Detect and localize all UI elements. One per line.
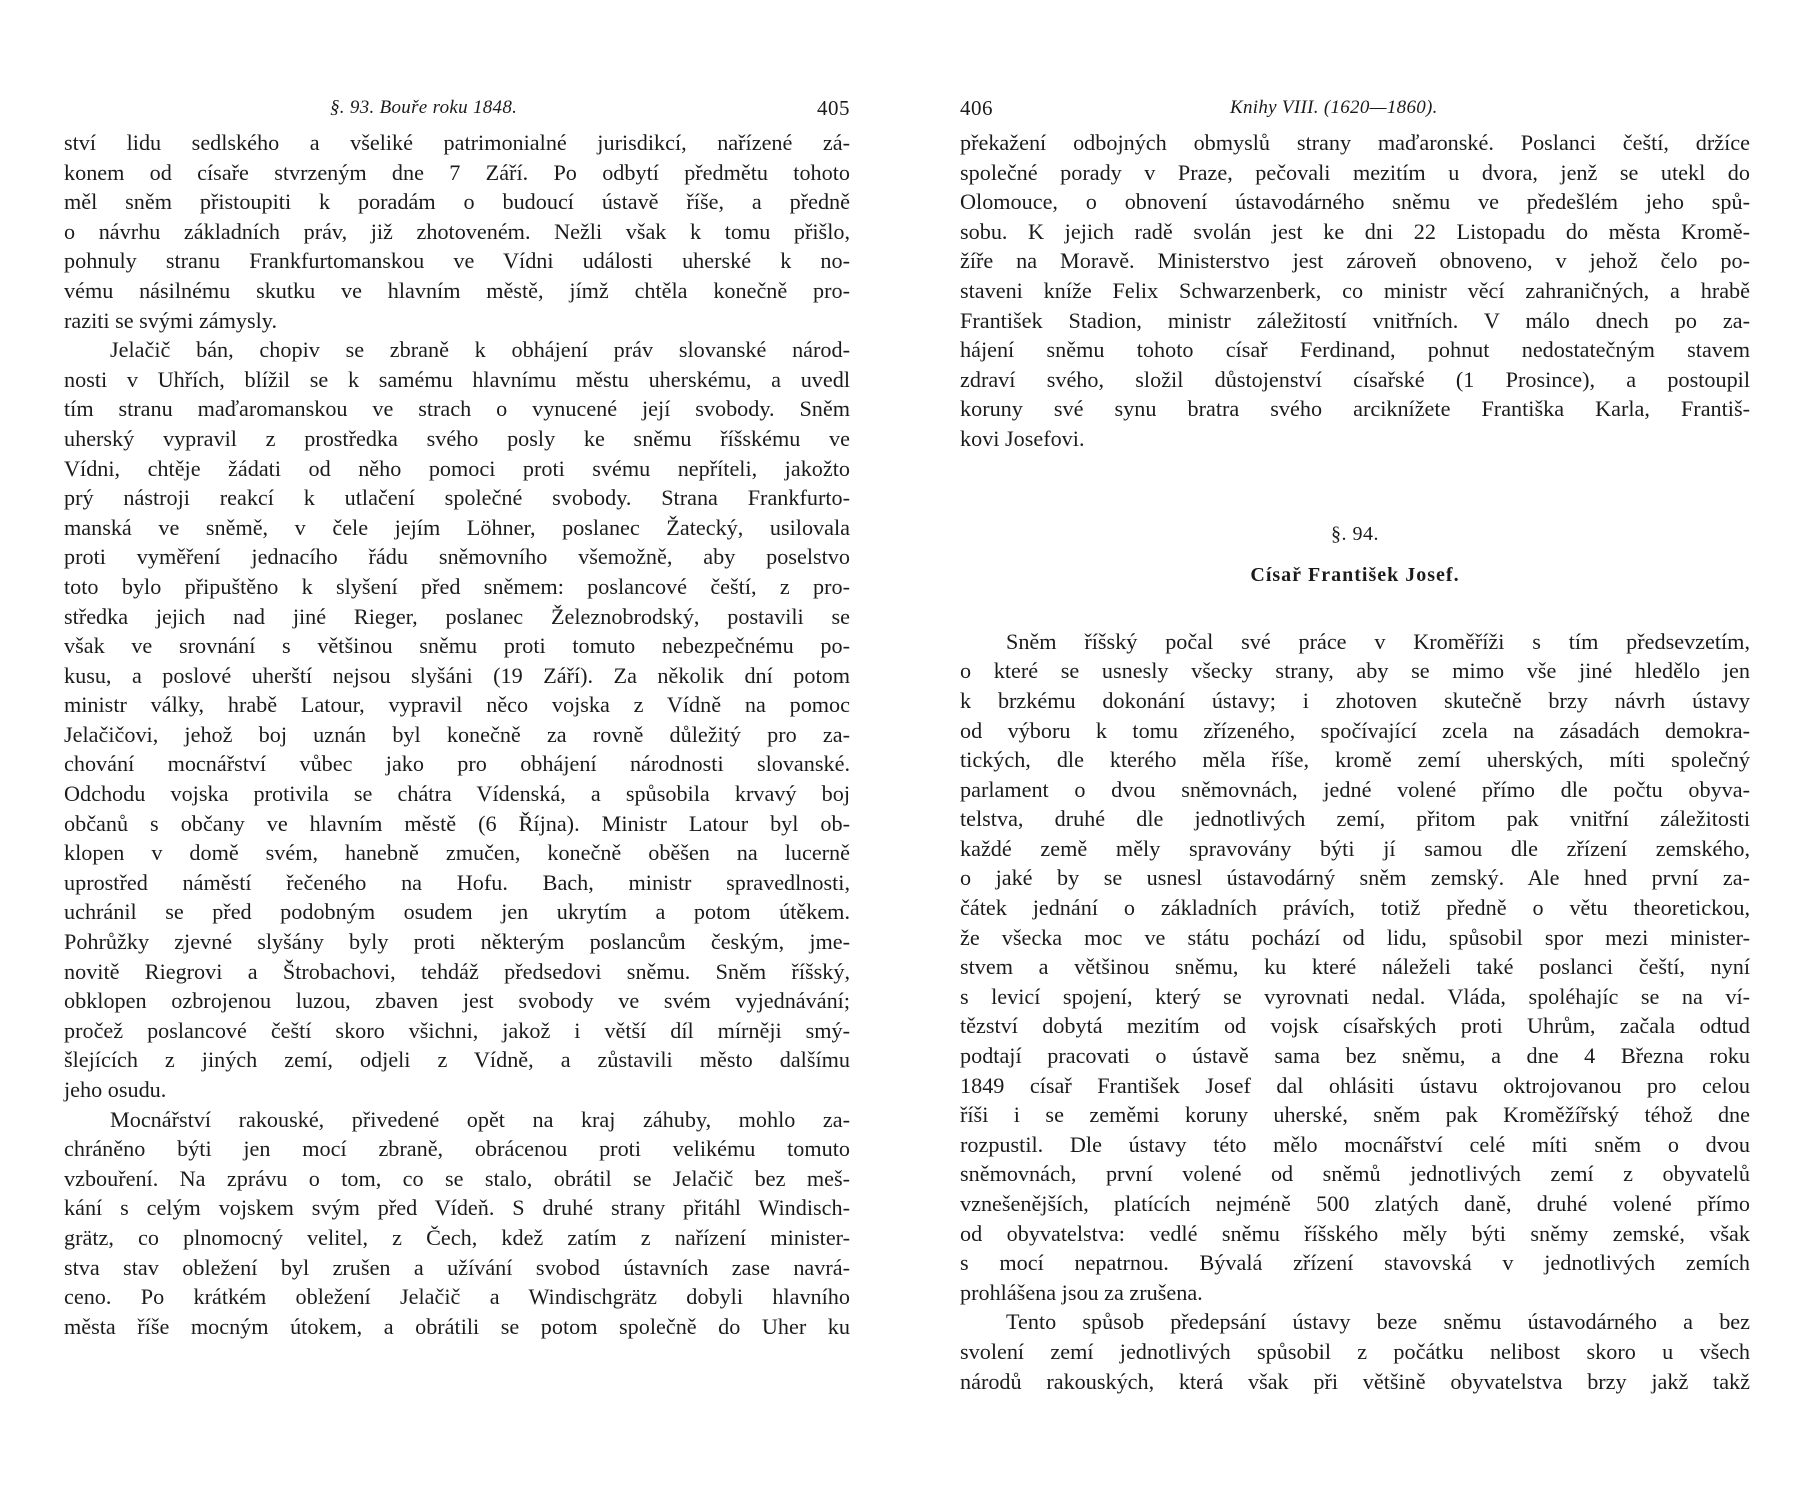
text-line: svolení zemí jednotlivých spůsobil z počátku nelibost skoro u všech (960, 1338, 1750, 1364)
text-line: klopen v domě svém, hanebně zmučen, konečně oběšen na lucerně (64, 840, 850, 866)
text-line: ceno. Po krátkém obležení Jelačič a Windischgrätz dobyli hlavního (64, 1284, 850, 1310)
text-line: společné porady v Praze, pečovali mezitím u dvora, jenž se utekl do (960, 159, 1750, 185)
right-page-body (960, 128, 1750, 1396)
text-line: rozpustil. Dle ústavy této mělo mocnářství celé míti sněm o dvou (960, 1131, 1750, 1157)
text-line: staveni kníže Felix Schwarzenberk, co ministr věcí zahraničných, a hrabě (960, 277, 1750, 303)
text-line: Jelačičovi, jehož boj uznán byl konečně za rovně důležitý pro za- (64, 721, 850, 747)
text-line: tických, dle kterého měla říše, kromě zemí uherských, míti společný (960, 747, 1750, 773)
text-line: uchránil se před podobným osudem jen ukrytím a potom útěkem. (64, 899, 850, 925)
text-line: pohnuly stranu Frankfurtomanskou ve Vídni události uherské k no- (64, 248, 850, 274)
text-line: Olomouce, o obnovení ústavodárného sněmu ve předešlém jeho spů- (960, 189, 1750, 215)
text-line: obklopen ozbrojenou luzou, zbaven jest svobody ve svém vyjednávání; (64, 988, 850, 1014)
text-line: vému násilnému skutku ve hlavním městě, jímž chtěla konečně pro- (64, 277, 850, 303)
paragraph (64, 335, 850, 1104)
text-line: středka jejich nad jiné Rieger, poslanec Železnobrodský, postavili se (64, 603, 850, 629)
heading-spacer (960, 591, 1750, 627)
text-line: uherský vypravil z prostředka svého posly ke sněmu říšskému ve (64, 425, 850, 451)
text-line: proti vyměření jednacího řádu sněmovního všemožně, aby poselstvo (64, 544, 850, 570)
text-line: sněmovnách, první volené od sněmů jednotlivých zemí z obyvatelů (960, 1161, 1750, 1187)
text-line: šlejících z jiných zemí, odjeli z Vídně, a zůstavili město dalšímu (64, 1047, 850, 1073)
text-line: nosti v Uhřích, blížil se k samému hlavnímu městu uherskému, a uvedl (64, 366, 850, 392)
text-line: překažení odbojných obmyslů strany maďaronské. Poslanci čeští, držíce (960, 130, 1750, 155)
paragraph (960, 128, 1750, 454)
text-line: od obyvatelstva: vedlé sněmu říšského měly býti sněmy zemské, však (960, 1220, 1750, 1246)
text-line: konem od císaře stvrzeným dne 7 Září. Po odbytí předmětu tohoto (64, 159, 850, 185)
text-line: vznešenějších, platících nejméně 500 zlatých daně, druhé volené přímo (960, 1191, 1750, 1216)
page-number: 405 (817, 96, 850, 120)
paragraph (64, 1105, 850, 1342)
text-line: měl sněm přistoupiti k poradám o budoucí ústavě říše, a předně (64, 189, 850, 215)
text-line: pročež poslancové čeští skoro všichni, jakož i větší díl mírněji smý- (64, 1017, 850, 1043)
text-line: tím stranu maďaromanskou ve strach o vynucené její svobody. Sněm (64, 396, 850, 422)
text-line: o které se usnesly všecky strany, aby se mimo vše jiné hledělo jen (960, 658, 1750, 684)
text-line: Odchodu vojska protivila se chátra Vídenská, a spůsobila krvavý boj (64, 781, 850, 807)
right-page (900, 0, 1800, 1500)
text-line: Pohrůžky zjevné slyšány byly proti některým poslancům českým, jme- (64, 929, 850, 955)
text-line: stvem a většinou sněmu, ku které náleželi také poslanci čeští, nyní (960, 954, 1750, 980)
text-line: stva stav obležení byl zrušen a užívání svobod ústavních zase navrá- (64, 1254, 850, 1280)
text-line: kusu, a poslové uherští nejsou slyšáni (19 Září). Za několik dní potom (64, 662, 850, 688)
text-line: kání s celým vojskem svým před Vídeň. S druhé strany přitáhl Windisch- (64, 1195, 850, 1221)
paragraph (960, 627, 1750, 1308)
section-number: §. 94. (1331, 522, 1379, 545)
text-line: raziti se svými zámysly. (64, 307, 277, 333)
text-line: prohlášena jsou za zrušena. (960, 1279, 1203, 1305)
text-line: parlament o dvou sněmovnách, jedné volené přímo dle počtu obyva- (960, 776, 1750, 802)
text-line: ství lidu sedlského a všeliké patrimonialné jurisdikcí, nařízené zá- (64, 130, 850, 155)
text-line: František Stadion, ministr záležitostí vnitřních. V málo dnech po za- (960, 307, 1750, 333)
paragraphs-after-section (960, 627, 1750, 1396)
page-number: 406 (960, 96, 993, 120)
text-line: tězství dobytá mezitím od vojsk císařských proti Uhrům, začala odtud (960, 1013, 1750, 1039)
text-line: ministr války, hrabě Latour, vypravil něco vojska z Vídně na pomoc (64, 692, 850, 718)
text-line: Jelačič bán, chopiv se zbraně k obhájení práv slovanské národ- (110, 337, 850, 363)
text-line: novitě Riegrovi a Štrobachovi, tehdáž předsedovi sněmu. Sněm říšský, (64, 958, 850, 984)
text-line: od výboru k tomu zřízeného, spočívající zcela na zásadách demokra- (960, 717, 1750, 743)
text-line: chování mocnářství vůbec jako pro obhájení národnosti slovanské. (64, 751, 850, 777)
text-line: vzbouření. Na zprávu o tom, co se stalo, obrátil se Jelačič bez meš- (64, 1165, 850, 1191)
text-line: uprostřed náměstí řečeného na Hofu. Bach, ministr spravedlnosti, (64, 869, 850, 895)
text-line: Mocnářství rakouské, přivedené opět na kraj záhuby, mohlo za- (110, 1106, 850, 1132)
text-line: však ve srovnání s většinou sněmu proti tomuto nebezpečnému po- (64, 633, 850, 659)
text-line: podtají pracovati o ústavě sama bez sněmu, a dne 4 Března roku (960, 1043, 1750, 1069)
running-title: §. 93. Bouře roku 1848. (330, 97, 518, 118)
text-line: Sněm říšský počal své práce v Kroměříži s tím předsevzetím, (1006, 628, 1750, 654)
text-line: občanů s občany ve hlavním městě (6 Října). Ministr Latour byl ob- (64, 810, 850, 836)
heading-spacer (960, 549, 1750, 561)
text-line: k brzkému dokonání ústavy; i zhotoven skutečně brzy návrh ústavy (960, 687, 1750, 713)
text-line: Tento spůsob předepsání ústavy beze sněmu ústavodárného a bez (1006, 1309, 1750, 1335)
left-page-header (64, 94, 850, 122)
text-line: Vídni, chtěje žádati od něho pomoci proti svému nepříteli, jakožto (64, 455, 850, 481)
paragraph (64, 128, 850, 335)
text-line: sobu. K jejich radě svolán jest ke dni 22 Listopadu do města Kromě- (960, 218, 1750, 244)
text-line: města říše mocným útokem, a obrátili se potom společně do Uher ku (64, 1313, 850, 1339)
text-line: toto bylo připuštěno k slyšení před sněmem: poslancové čeští, z pro- (64, 573, 850, 599)
text-line: že všecka moc ve státu pochází od lidu, spůsobil spor mezi minister- (960, 924, 1750, 950)
right-page-header (960, 94, 1750, 122)
text-line: o jaké by se usnesl ústavodárný sněm zemský. Ale hned první za- (960, 865, 1750, 891)
running-title: Knihy VIII. (1620—1860). (1230, 97, 1438, 118)
text-line: manská ve sněmě, v čele jejím Löhner, poslanec Žatecký, usilovala (64, 514, 850, 540)
text-line: každé země měly spravovány býti jí samou dle zřízení zemského, (960, 835, 1750, 861)
paragraphs-before-section (960, 128, 1750, 454)
left-page-body (64, 128, 850, 1341)
text-line: koruny své synu bratra svého arciknížete Františka Karla, Františ- (960, 396, 1750, 422)
text-line: kovi Josefovi. (960, 425, 1085, 451)
text-line: žíře na Moravě. Ministerstvo jest zároveň obnoveno, v jehož čelo po- (960, 248, 1750, 274)
text-line: jeho osudu. (64, 1077, 167, 1102)
text-line: říši i se zeměmi koruny uherské, sněm pak Kroměžířský téhož dne (960, 1102, 1750, 1128)
text-line: 1849 císař František Josef dal ohlásiti ústavu oktrojovanou pro celou (960, 1072, 1750, 1098)
text-line: prý nástroji reakcí k utlačení společné svobody. Strana Frankfurto- (64, 485, 850, 511)
text-line: národů rakouských, která však při většině obyvatelstva brzy jakž takž (960, 1368, 1750, 1394)
text-line: čátek jednání o základních právích, totiž předně o větu theoretickou, (960, 895, 1750, 921)
section-title: Císař František Josef. (1250, 564, 1460, 587)
text-line: s levicí spojení, který se vyrovnati nedal. Vláda, spoléhajíc se na ví- (960, 983, 1750, 1009)
text-line: zdraví svého, složil důstojenství císařské (1 Prosince), a postoupil (960, 366, 1750, 392)
text-line: telstva, druhé dle jednotlivých zemí, přitom pak vnitřní záležitosti (960, 806, 1750, 832)
text-line: s mocí nepatrnou. Bývalá zřízení stavovská v jednotlivých zemích (960, 1250, 1750, 1276)
text-line: o návrhu základních práv, již zhotoveném. Nežli však k tomu přišlo, (64, 218, 850, 244)
text-line: chráněno býti jen mocí zbraně, obrácenou proti velikému tomuto (64, 1136, 850, 1162)
text-line: grätz, co plnomocný velitel, z Čech, kdež zatím z nařízení minister- (64, 1224, 850, 1250)
section-spacer (960, 454, 1750, 520)
text-line: hájení sněmu tohoto císař Ferdinand, pohnut nedostatečným stavem (960, 337, 1750, 363)
paragraph (960, 1307, 1750, 1396)
